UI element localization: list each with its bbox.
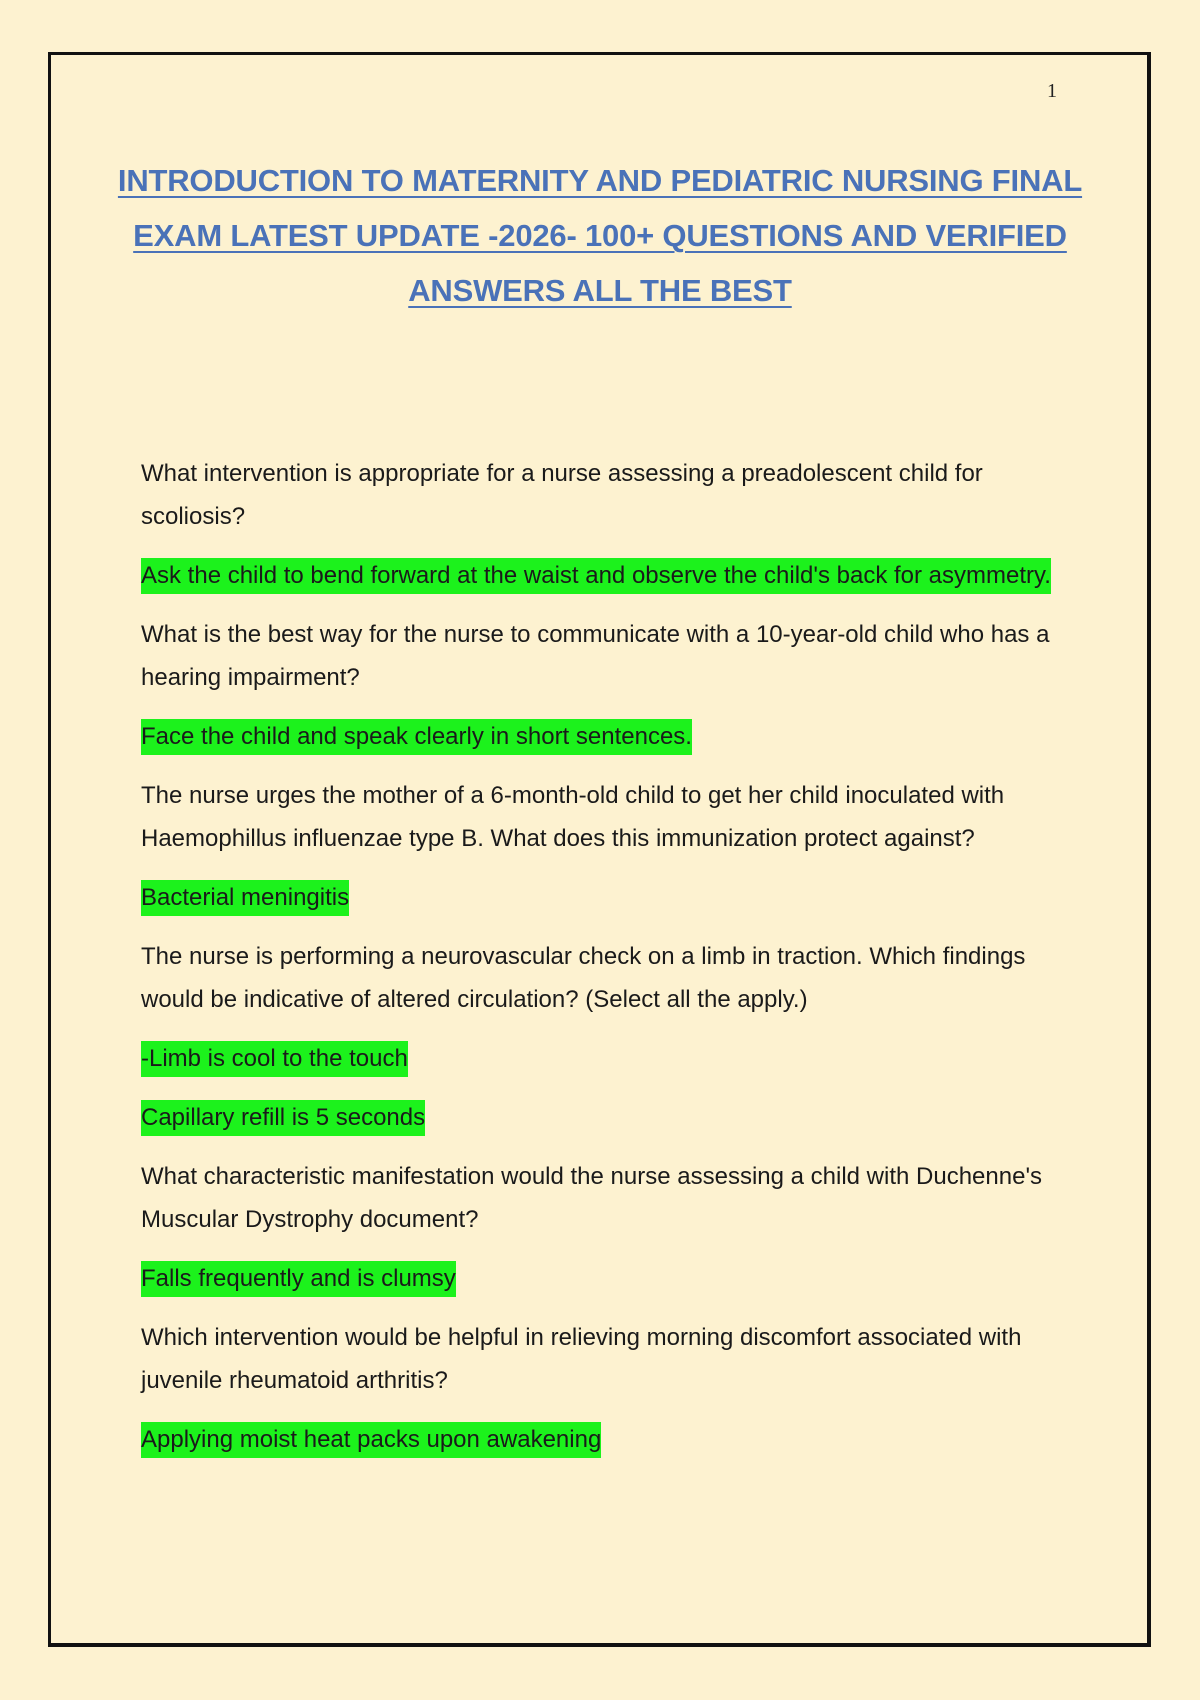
highlighted-answer: Falls frequently and is clumsy — [141, 1261, 456, 1297]
question-text: Which intervention would be helpful in relieving morning discomfort associated with juvenile rheumatoid arthritis? — [141, 1324, 1022, 1394]
question-text: What intervention is appropriate for a nurse assessing a preadolescent child for scoliosis? — [141, 460, 983, 530]
answer-text — [141, 715, 1081, 758]
highlighted-answer: Capillary refill is 5 seconds — [141, 1100, 425, 1136]
question-text: The nurse urges the mother of a 6-month-old child to get her child inoculated with Haemophillus influenzae type B. What does this immunization protect against? — [141, 782, 1005, 852]
highlighted-answer: Face the child and speak clearly in short sentences. — [141, 719, 692, 755]
answer-text — [141, 554, 1081, 597]
page-number: 1 — [1047, 80, 1057, 102]
document-title — [110, 153, 1090, 318]
answer-text — [141, 1257, 1081, 1300]
answer-text — [141, 876, 1081, 919]
question-text: What characteristic manifestation would the nurse assessing a child with Duchenne's Muscular Dystrophy document? — [141, 1163, 1043, 1233]
question-text: The nurse is performing a neurovascular check on a limb in traction. Which findings would be indicative of altered circulation? (Select all the apply.) — [141, 943, 1026, 1013]
answer-text — [141, 1037, 1081, 1080]
answer-text — [141, 1096, 1081, 1139]
answer-text — [141, 1418, 1081, 1461]
highlighted-answer: -Limb is cool to the touch — [141, 1041, 408, 1077]
qa-list — [141, 452, 1081, 1477]
highlighted-answer: Bacterial meningitis — [141, 880, 349, 916]
highlighted-answer: Applying moist heat packs upon awakening — [141, 1422, 601, 1458]
highlighted-answer: Ask the child to bend forward at the waist and observe the child's back for asymmetry. — [141, 558, 1051, 594]
question-text: What is the best way for the nurse to communicate with a 10-year-old child who has a hearing impairment? — [141, 621, 1050, 691]
document-title-text: INTRODUCTION TO MATERNITY AND PEDIATRIC NURSING FINAL EXAM LATEST UPDATE -2026- 100+ QUESTIONS AND VERIFIED ANSWERS ALL THE BEST — [117, 163, 1083, 308]
